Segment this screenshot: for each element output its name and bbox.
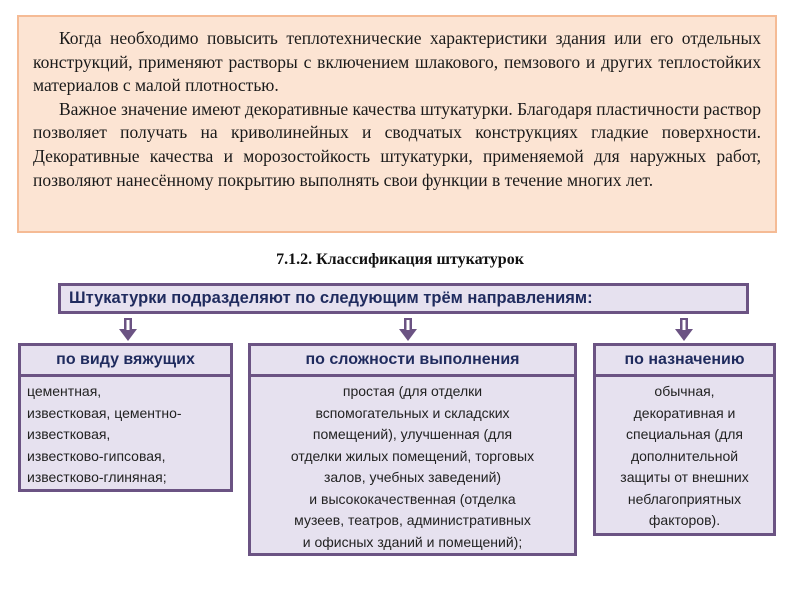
column-body <box>596 377 773 536</box>
column-line: вспомогательных и складских <box>315 404 510 421</box>
column-purpose <box>593 343 776 536</box>
column-line: известковая, <box>27 426 111 442</box>
column-line: помещений), улучшенная (для <box>312 426 513 442</box>
intro-paragraph-1: Когда необходимо повысить теплотехнические характеристики здания или его отдельных конструкций, применяют растворы с включением шлакового, пемзового и других теплостойких материалов с малой плотностью. <box>33 28 761 96</box>
intro-text-box <box>17 15 777 233</box>
column-binder-type <box>18 343 233 492</box>
down-arrow-icon <box>674 318 694 342</box>
down-arrow-icon <box>118 318 138 342</box>
column-line: простая (для отделки <box>342 383 483 399</box>
column-line: дополнительной <box>630 447 739 464</box>
column-line: и высококачественная (отделка <box>309 490 516 507</box>
column-line: цементная, <box>27 383 102 399</box>
column-title: по сложности выполнения <box>251 346 574 377</box>
column-line: обычная, <box>654 383 715 399</box>
down-arrow-icon <box>398 318 418 342</box>
column-title: по назначению <box>596 346 773 377</box>
column-line: неблагоприятных <box>627 490 742 507</box>
column-line: известково-глиняная; <box>27 469 167 485</box>
column-line: залов, учебных заведений) <box>323 469 502 485</box>
intro-paragraph-2: Важное значение имеют декоративные качества штукатурки. Благодаря пластичности раствор позволяет получать на криволинейных и сводчатых конструкциях гладкие поверхности. Декоративные качества и морозостойкость штукатурки, применяемой для наружных работ, позволяют нанесённому покрытию выполнять свои функции в течение многих лет. <box>33 98 762 190</box>
column-line: отделки жилых помещений, торговых <box>290 447 535 464</box>
classification-main-box: Штукатурки подразделяют по следующим трём направлениям: <box>58 283 749 314</box>
column-body <box>251 377 574 557</box>
column-line: защиты от внешних <box>620 469 749 485</box>
column-line: музеев, театров, административных <box>294 512 531 528</box>
column-body <box>21 377 230 493</box>
column-complexity <box>248 343 577 556</box>
column-line: известковая, цементно- <box>27 404 182 421</box>
column-title: по виду вяжущих <box>21 346 230 377</box>
column-line: известково-гипсовая, <box>27 447 166 464</box>
section-heading: 7.1.2. Классификация штукатурок <box>276 251 524 268</box>
column-line: факторов). <box>648 512 721 528</box>
column-line: декоративная и <box>633 404 736 421</box>
column-line: и офисных зданий и помещений); <box>302 533 523 550</box>
column-line: специальная (для <box>625 426 744 442</box>
